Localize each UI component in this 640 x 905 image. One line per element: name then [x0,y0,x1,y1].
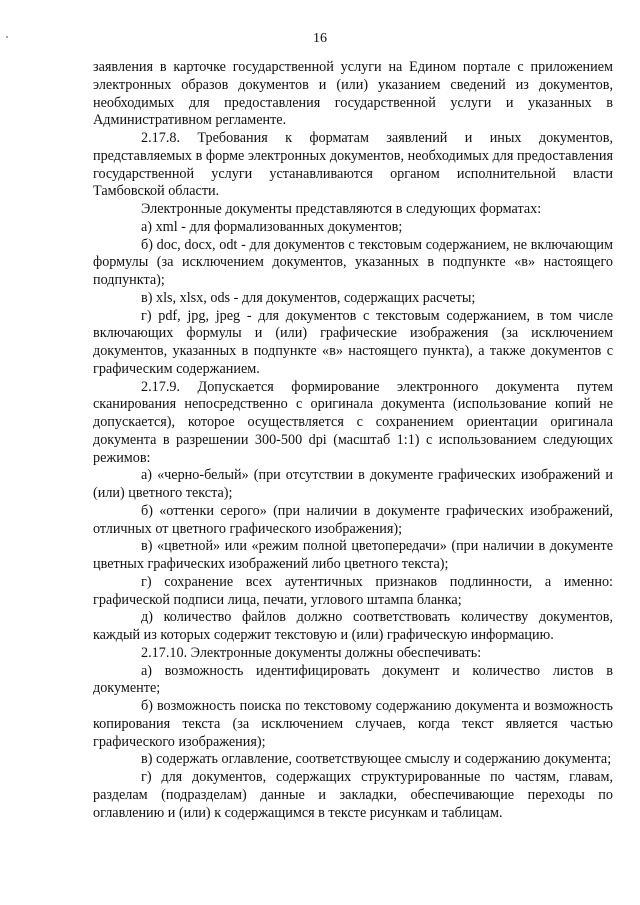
paragraph: в) содержать оглавление, соответствующее смыслу и содержанию документа; [141,751,612,768]
paragraph: б) возможность поиска по текстовому содержанию документа и возможность копирования текста (за исключением случаев, когда текст является частью графического изображения); [93,698,613,750]
paragraph: в) xls, xlsx, ods - для документов, содержащих расчеты; [141,289,476,306]
paragraph: заявления в карточке государственной услуги на Едином портале с приложением электронных образов документов и (или) указанием сведений из документов, необходимых для предоставления государственной услуги и указанных в Административном регламенте. [93,59,613,129]
paragraph: г) сохранение всех аутентичных признаков подлинности, а именно: графической подписи лица, печати, углового штампа бланка; [93,573,613,608]
paragraph: 2.17.10. Электронные документы должны обеспечивать: [141,644,482,661]
paragraph: а) «черно-белый» (при отсутствии в документе графических изображений и (или) цветного текста); [93,467,613,501]
paragraph: а) xml - для формализованных документов; [141,218,403,235]
document-body [93,59,613,822]
paragraph: б) «оттенки серого» (при наличии в документе графических изображений, отличных от цветного графического изображения); [93,502,613,537]
paragraph: г) для документов, содержащих структурированные по частям, главам, разделам (подразделам) данные и закладки, обеспечивающие переходы по оглавлению и (или) к содержащимся в тексте рисункам и таблицам. [93,769,613,821]
paragraph: б) doc, docx, odt - для документов с текстовым содержанием, не включающим формулы (за исключением документов, указанных в подпункте «в» настоящего подпункта); [93,236,613,288]
paragraph: 2.17.8. Требования к форматам заявлений и иных документов, представляемых в форме электронных документов, необходимых для предоставления государственной услуги устанавливаются органом исполнительной власти Тамбовской области. [93,130,613,200]
paragraph: Электронные документы представляются в следующих форматах: [141,201,542,217]
paragraph: а) возможность идентифицировать документ и количество листов в документе; [93,662,613,697]
paragraph: д) количество файлов должно соответствовать количеству документов, каждый из которых содержит текстовую и (или) графическую информацию. [93,609,613,643]
page-number: 16 [313,31,327,46]
paragraph: 2.17.9. Допускается формирование электронного документа путем сканирования непосредственно с оригинала документа (использование копий не допускается), которое осуществляется с сохранением ориентации оригинала документа в разрешении 300-500 dpi (масштаб 1:1) с использованием следующих режимов: [93,378,613,466]
paragraph: в) «цветной» или «режим полной цветопередачи» (при наличии в документе цветных графических изображений либо цветного текста); [93,538,613,572]
paragraph: г) pdf, jpg, jpeg - для документов с текстовым содержанием, в том числе включающих формулы и (или) графические изображения (за исключением документов, указанных в подпункте «в» настоящего пункта), а также документов с графическим содержанием. [93,307,613,377]
